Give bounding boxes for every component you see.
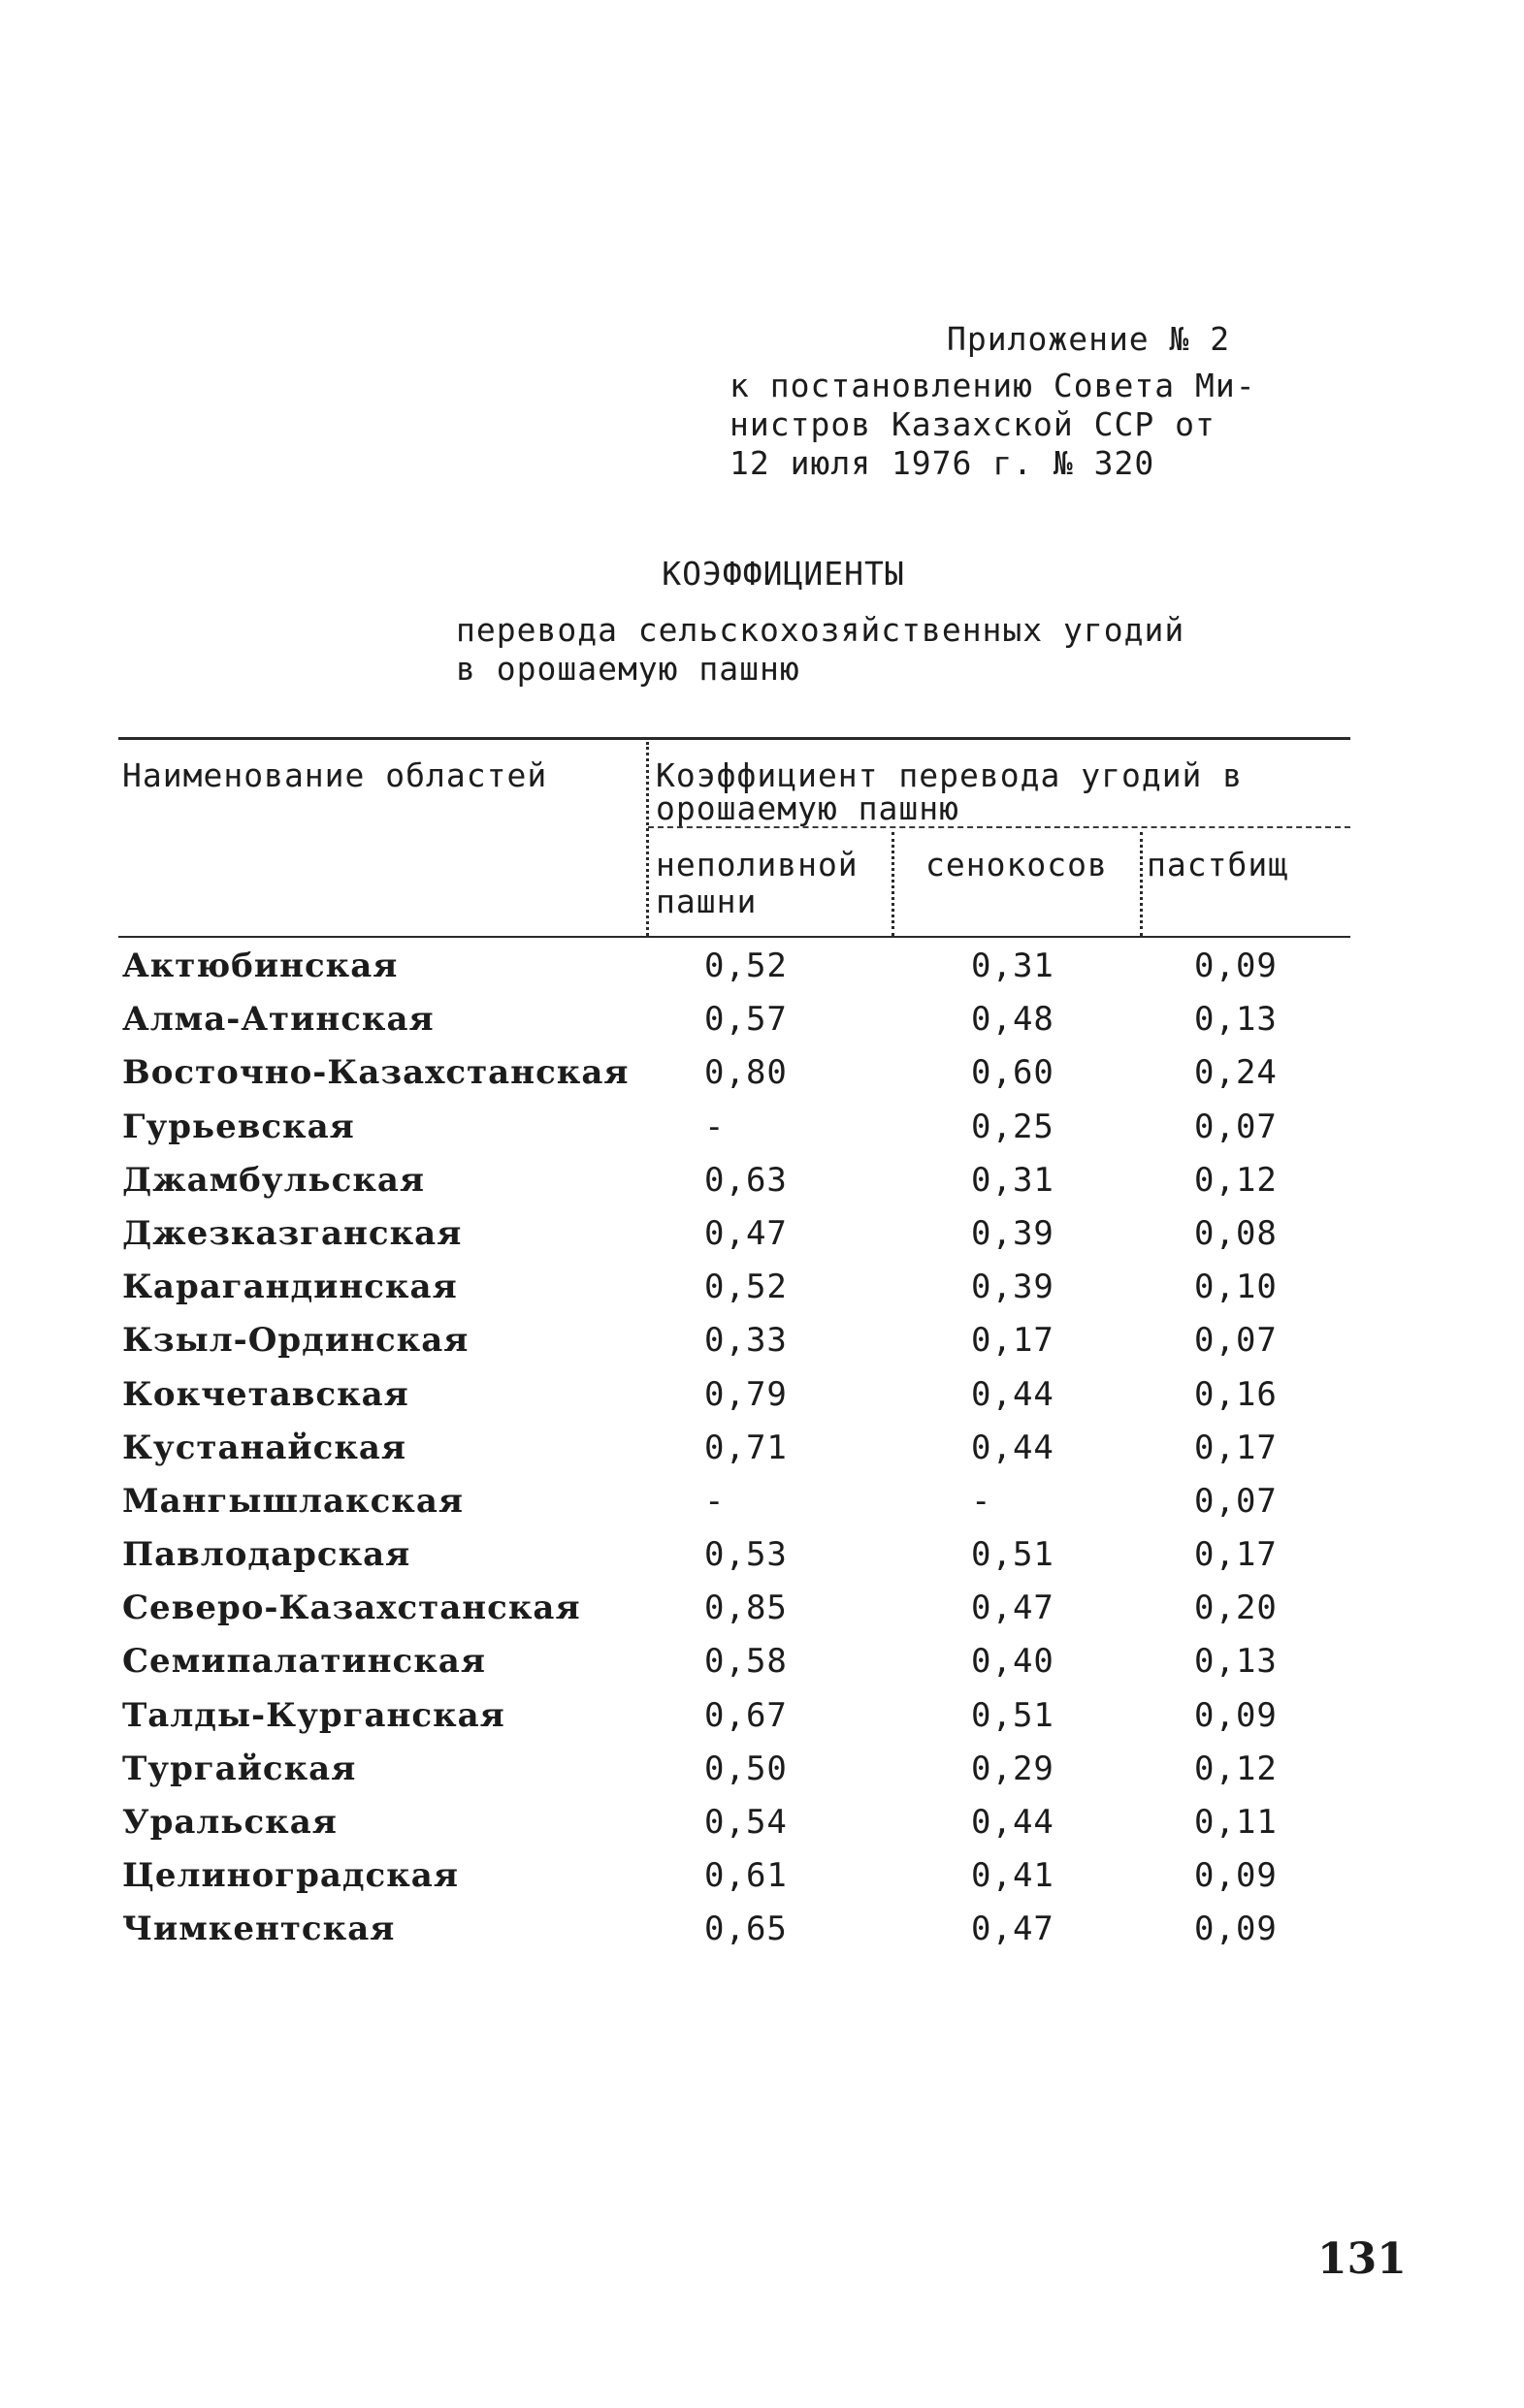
region-name: Уральская <box>122 1803 338 1842</box>
appendix-line: 12 июля 1976 г. № 320 <box>730 444 1155 482</box>
value-pastures: 0,10 <box>1194 1268 1278 1307</box>
table-top-rule <box>118 737 1350 740</box>
header-group-title: Коэффициент перевода угодий в <box>656 756 1244 794</box>
table-row <box>122 1268 1345 1321</box>
value-hayfields: 0,40 <box>971 1642 1054 1682</box>
region-name: Джамбульская <box>122 1160 426 1200</box>
value-pastures: 0,13 <box>1194 1000 1278 1040</box>
header-col2: сенокосов <box>925 846 1108 883</box>
value-arable: 0,80 <box>704 1053 788 1093</box>
region-name: Талды-Курганская <box>122 1695 505 1735</box>
table-row <box>122 1750 1345 1803</box>
table-row <box>122 1429 1345 1482</box>
value-pastures: 0,07 <box>1194 1321 1278 1361</box>
table-row <box>122 1696 1345 1750</box>
value-arable: 0,71 <box>704 1428 788 1467</box>
value-arable: 0,61 <box>704 1856 788 1896</box>
header-col3: пастбищ <box>1147 846 1289 883</box>
value-pastures: 0,20 <box>1194 1589 1278 1628</box>
value-hayfields: 0,39 <box>971 1213 1054 1253</box>
region-name: Джезказганская <box>122 1213 463 1253</box>
value-arable: 0,79 <box>704 1374 788 1414</box>
document-title: КОЭФФИЦИЕНТЫ <box>662 555 905 593</box>
page-number: 131 <box>1317 2234 1407 2284</box>
value-pastures: 0,09 <box>1194 1910 1278 1949</box>
value-pastures: 0,11 <box>1194 1803 1278 1842</box>
table-row <box>122 1161 1345 1214</box>
table-row <box>122 1535 1345 1589</box>
appendix-line: нистров Казахской ССР от <box>730 405 1216 443</box>
header-col1-2: пашни <box>656 883 758 920</box>
value-arable: 0,47 <box>704 1213 788 1253</box>
table-row <box>122 1803 1345 1856</box>
value-hayfields: 0,41 <box>971 1856 1054 1896</box>
value-arable: 0,53 <box>704 1535 788 1575</box>
value-pastures: 0,24 <box>1194 1053 1278 1093</box>
value-arable: 0,54 <box>704 1803 788 1842</box>
value-pastures: 0,09 <box>1194 1856 1278 1896</box>
column-divider <box>892 832 894 936</box>
table-body <box>122 947 1345 1964</box>
value-hayfields: 0,44 <box>971 1374 1054 1414</box>
table-row <box>122 1482 1345 1535</box>
value-hayfields: 0,48 <box>971 1000 1054 1040</box>
column-divider <box>1140 832 1143 936</box>
value-arable: 0,65 <box>704 1910 788 1949</box>
value-hayfields: 0,31 <box>971 947 1054 985</box>
table-row <box>122 1000 1345 1053</box>
table-row <box>122 1214 1345 1268</box>
value-pastures: 0,08 <box>1194 1213 1278 1253</box>
value-hayfields: 0,31 <box>971 1160 1054 1200</box>
subtitle-line: в орошаемую пашню <box>456 650 800 688</box>
region-name: Кокчетавская <box>122 1374 409 1414</box>
region-name: Кустанайская <box>122 1428 407 1467</box>
value-pastures: 0,07 <box>1194 1481 1278 1521</box>
table-row <box>122 1375 1345 1429</box>
value-hayfields: 0,25 <box>971 1107 1054 1146</box>
value-arable: - <box>704 1107 726 1146</box>
value-arable: 0,58 <box>704 1642 788 1682</box>
value-pastures: 0,12 <box>1194 1749 1278 1788</box>
value-hayfields: 0,17 <box>971 1321 1054 1361</box>
value-hayfields: 0,44 <box>971 1803 1054 1842</box>
header-group-title-2: орошаемую пашню <box>656 789 960 827</box>
value-arable: 0,57 <box>704 1000 788 1040</box>
value-pastures: 0,09 <box>1194 1695 1278 1735</box>
value-hayfields: 0,44 <box>971 1428 1054 1467</box>
value-arable: 0,52 <box>704 947 788 985</box>
region-name: Северо-Казахстанская <box>122 1589 581 1628</box>
value-hayfields: 0,60 <box>971 1053 1054 1093</box>
table-row <box>122 947 1345 1000</box>
value-arable: 0,63 <box>704 1160 788 1200</box>
region-name: Кзыл-Ординская <box>122 1321 470 1361</box>
region-name: Семипалатинская <box>122 1642 486 1682</box>
value-hayfields: 0,47 <box>971 1910 1054 1949</box>
value-arable: 0,33 <box>704 1321 788 1361</box>
appendix-line: к постановлению Совета Ми- <box>730 367 1256 404</box>
table-row <box>122 1589 1345 1642</box>
value-arable: 0,85 <box>704 1589 788 1628</box>
value-hayfields: 0,39 <box>971 1268 1054 1307</box>
header-bottom-rule <box>118 936 1350 938</box>
document-subtitle <box>456 611 1184 689</box>
value-hayfields: 0,51 <box>971 1695 1054 1735</box>
region-name: Гурьевская <box>122 1107 355 1146</box>
table-row <box>122 1053 1345 1107</box>
value-pastures: 0,12 <box>1194 1160 1278 1200</box>
subtitle-line: перевода сельскохозяйственных угодий <box>456 611 1185 649</box>
value-pastures: 0,07 <box>1194 1107 1278 1146</box>
region-name: Павлодарская <box>122 1535 411 1575</box>
value-arable: 0,67 <box>704 1695 788 1735</box>
table-row <box>122 1321 1345 1374</box>
table-row <box>122 1856 1345 1910</box>
value-arable: - <box>704 1481 726 1521</box>
value-arable: 0,50 <box>704 1749 788 1788</box>
value-pastures: 0,17 <box>1194 1535 1278 1575</box>
column-divider <box>646 742 649 936</box>
value-pastures: 0,09 <box>1194 947 1278 985</box>
region-name: Целиноградская <box>122 1856 459 1896</box>
table-row <box>122 1642 1345 1695</box>
value-pastures: 0,13 <box>1194 1642 1278 1682</box>
region-name: Актюбинская <box>122 947 399 985</box>
region-name: Алма-Атинская <box>122 1000 435 1040</box>
region-name: Восточно-Казахстанская <box>122 1053 630 1093</box>
value-hayfields: 0,29 <box>971 1749 1054 1788</box>
region-name: Карагандинская <box>122 1268 458 1307</box>
value-pastures: 0,17 <box>1194 1428 1278 1467</box>
value-pastures: 0,16 <box>1194 1374 1278 1414</box>
appendix-note <box>730 320 1256 483</box>
table-row <box>122 1910 1345 1963</box>
table-row <box>122 1108 1345 1161</box>
appendix-number: Приложение № 2 <box>947 320 1231 358</box>
value-hayfields: 0,51 <box>971 1535 1054 1575</box>
region-name: Мангышлакская <box>122 1481 464 1521</box>
region-name: Тургайская <box>122 1749 357 1788</box>
value-hayfields: 0,47 <box>971 1589 1054 1628</box>
value-hayfields: - <box>971 1481 992 1521</box>
value-arable: 0,52 <box>704 1268 788 1307</box>
header-col1: неполивной <box>656 846 859 883</box>
region-name: Чимкентская <box>122 1910 396 1949</box>
header-region: Наименование областей <box>122 756 548 794</box>
